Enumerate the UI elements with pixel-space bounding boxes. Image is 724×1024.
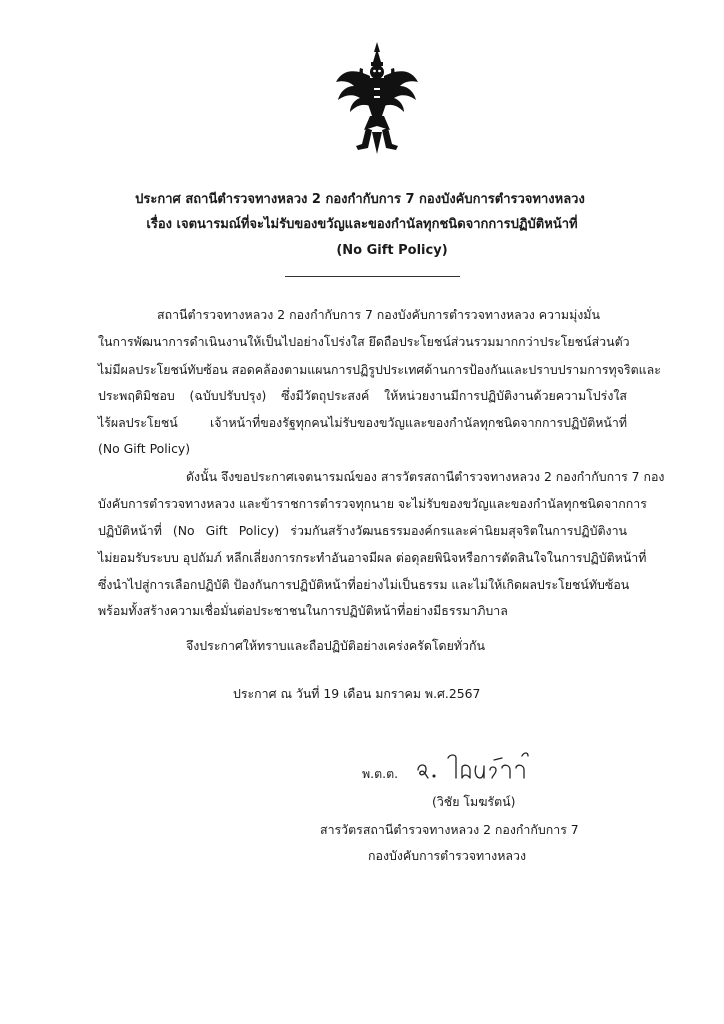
paragraph2-line3: ปฏิบัติหน้าที่ (No Gift Policy) ร่วมกันสร้างวัฒนธรรมองค์กรและค่านิยมสุจริตในการปฏิบัติงาน [98, 523, 627, 538]
paragraph1-line1: สถานีตำรวจทางหลวง 2 กองกำกับการ 7 กองบังคับการตำรวจทางหลวง ความมุ่งมั่น [157, 307, 600, 322]
paragraph2-line5: ซึ่งนำไปสู่การเลือกปฏิบัติ ป้องกันการปฏิบัติหน้าที่อย่างไม่เป็นธรรม และไม่ให้เกิดผลประโยชน์ทับซ้อน [98, 577, 630, 592]
paragraph1-line5: ไร้ผลประโยชน์ เจ้าหน้าที่ของรัฐทุกคนไม่รับของขวัญและของกำนัลทุกชนิดจากการปฏิบัติหน้าที่ [98, 415, 627, 430]
handwritten-signature [412, 748, 532, 784]
announcement-subject: เรื่อง เจตนารมณ์ที่จะไม่รับของขวัญและของกำนัลทุกชนิดจากการปฏิบัติหน้าที่ [146, 217, 578, 232]
paragraph1-line2: ในการพัฒนาการดำเนินงานให้เป็นไปอย่างโปร่งใส ยึดถือประโยชน์ส่วนรวมมากกว่าประโยชน์ส่วนตัว [98, 334, 630, 349]
announcement-title: ประกาศ สถานีตำรวจทางหลวง 2 กองกำกับการ 7 กองบังคับการตำรวจทางหลวง [135, 192, 585, 207]
signatory-name: (วิชัย โมฆรัตน์) [432, 794, 516, 809]
paragraph1-line6: (No Gift Policy) [98, 441, 191, 456]
signatory-position-line2: กองบังคับการตำรวจทางหลวง [368, 848, 526, 863]
paragraph1-line4: ประพฤติมิชอบ (ฉบับปรับปรุง) ซึ่งมีวัตถุประสงค์ ให้หน่วยงานมีการปฏิบัติงานด้วยความโปร่งใส [98, 388, 627, 403]
signatory-position-line1: สารวัตรสถานีตำรวจทางหลวง 2 กองกำกับการ 7 [320, 822, 579, 837]
paragraph2-line4: ไม่ยอมรับระบบ อุปถัมภ์ หลีกเลี่ยงการกระทำอันอาจมีผล ต่อดุลยพินิจหรือการตัดสินใจในการปฏิบัติหน้าที่ [98, 550, 647, 565]
paragraph2-line1: ดังนั้น จึงขอประกาศเจตนารมณ์ของ สารวัตรสถานีตำรวจทางหลวง 2 กองกำกับการ 7 กอง [186, 469, 665, 484]
policy-name: (No Gift Policy) [336, 243, 448, 258]
title-divider [285, 276, 460, 277]
paragraph2-line6: พร้อมทั้งสร้างความเชื่อมั่นต่อประชาชนในการปฏิบัติหน้าที่อย่างมีธรรมาภิบาล [98, 603, 508, 618]
signatory-rank: พ.ต.ต. [362, 766, 399, 781]
garuda-emblem-icon [334, 42, 420, 154]
paragraph2-line2: บังคับการตำรวจทางหลวง และข้าราชการตำรวจทุกนาย จะไม่รับของขวัญและของกำนัลทุกชนิดจากการ [98, 496, 647, 511]
closing-statement: จึงประกาศให้ทราบและถือปฏิบัติอย่างเคร่งครัดโดยทั่วกัน [186, 638, 485, 653]
paragraph1-line3: ไม่มีผลประโยชน์ทับซ้อน สอดคล้องตามแผนการปฏิรูปประเทศด้านการป้องกันและปราบปรามการทุจริตและ [98, 362, 661, 377]
announcement-date: ประกาศ ณ วันที่ 19 เดือน มกราคม พ.ศ.2567 [233, 686, 481, 701]
